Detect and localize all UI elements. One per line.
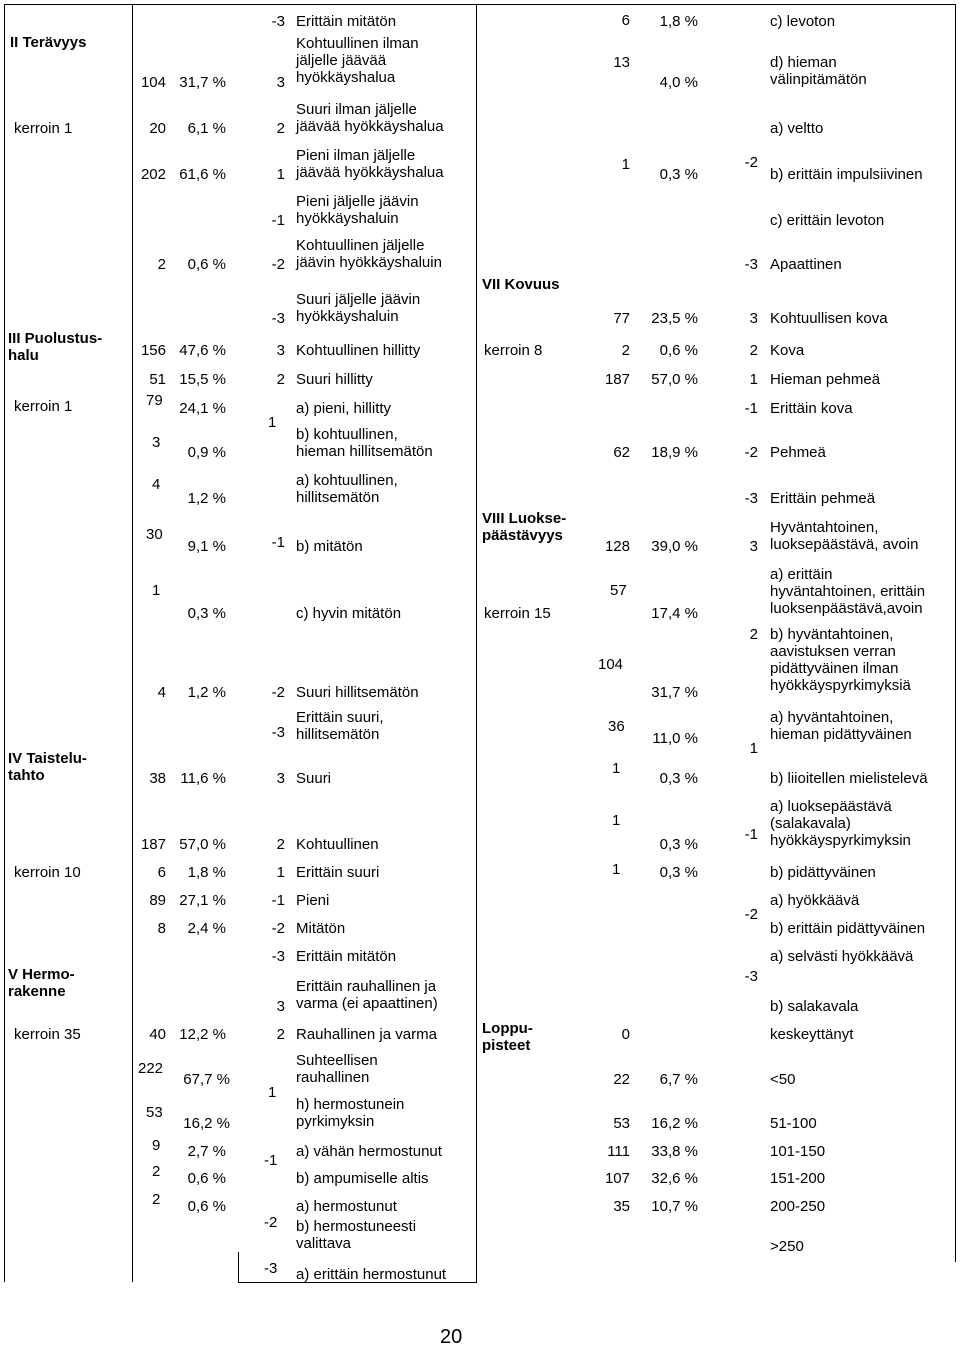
table-cell: 9 <box>152 1137 161 1154</box>
table-cell: -2 <box>744 906 758 923</box>
table-cell: -1 <box>744 826 758 843</box>
table-cell: 57,0 % <box>651 371 698 388</box>
table-cell: a) erittäin hermostunut <box>296 1266 447 1283</box>
table-cell: 24,1 % <box>179 400 226 417</box>
table-cell: 1 <box>621 156 630 173</box>
table-cell: 2 <box>152 1191 161 1208</box>
table-cell: 20 <box>149 120 166 137</box>
table-cell: -1 <box>271 212 285 229</box>
table-cell: -2 <box>744 154 758 171</box>
table-cell: Suuri <box>296 770 332 787</box>
table-cell: a) hermostunut <box>296 1198 397 1215</box>
table-cell: 62 <box>613 444 630 461</box>
table-cell: 2,4 % <box>187 920 226 937</box>
table-cell: -2 <box>271 684 285 701</box>
table-cell: 22 <box>613 1071 630 1088</box>
table-cell: Pieni ilman jäljelle jäävää hyökkäyshalua <box>296 147 444 181</box>
table-cell: 3 <box>276 342 285 359</box>
table-cell: 27,1 % <box>179 892 226 909</box>
table-cell: -3 <box>744 256 758 273</box>
table-cell: 0,6 % <box>659 342 698 359</box>
table-cell: b) kohtuullinen, hieman hillitsemätön <box>296 426 433 460</box>
table-cell: b) liioitellen mielistelevä <box>770 770 928 787</box>
table-cell: 0,9 % <box>187 444 226 461</box>
table-cell: keskeyttänyt <box>770 1026 854 1043</box>
table-cell: d) hieman välinpitämätön <box>770 54 867 88</box>
table-cell: 17,4 % <box>651 605 698 622</box>
column-divider <box>238 1252 239 1282</box>
table-cell: a) hyökkäävä <box>770 892 860 909</box>
table-cell: -1 <box>271 892 285 909</box>
table-cell: Mitätön <box>296 920 346 937</box>
table-cell: 31,7 % <box>179 74 226 91</box>
table-cell: b) erittäin impulsiivinen <box>770 166 923 183</box>
right-border <box>955 4 956 1262</box>
table-cell: Kohtuullisen kova <box>770 310 888 327</box>
table-cell: 156 <box>140 342 166 359</box>
table-cell: 111 <box>607 1143 630 1160</box>
table-cell: 12,2 % <box>179 1026 226 1043</box>
table-cell: 2 <box>276 120 285 137</box>
table-cell: a) vähän hermostunut <box>296 1143 442 1160</box>
table-cell: 1 <box>268 1084 277 1101</box>
section-heading: VII Kovuus <box>482 276 560 293</box>
page-number: 20 <box>440 1326 463 1348</box>
table-cell: Erittäin pehmeä <box>770 490 876 507</box>
table-cell: 128 <box>604 538 630 555</box>
table-cell: 38 <box>149 770 166 787</box>
table-cell: kerroin 8 <box>484 342 543 359</box>
table-cell: c) erittäin levoton <box>770 212 885 229</box>
table-cell: 3 <box>276 770 285 787</box>
table-cell: 1 <box>612 760 621 777</box>
table-cell: kerroin 35 <box>14 1026 81 1043</box>
table-cell: kerroin 15 <box>484 605 551 622</box>
table-cell: 2 <box>157 256 166 273</box>
table-cell: 1 <box>268 414 277 431</box>
table-cell: 0 <box>621 1026 630 1043</box>
table-cell: >250 <box>770 1238 804 1255</box>
table-cell: 51-100 <box>770 1115 817 1132</box>
table-cell: kerroin 10 <box>14 864 81 881</box>
table-cell: h) hermostunein pyrkimyksin <box>296 1096 405 1130</box>
table-cell: 3 <box>152 434 161 451</box>
table-cell: Hyväntahtoinen, luoksepäästävä, avoin <box>770 519 919 553</box>
table-cell: 1 <box>152 582 161 599</box>
table-cell: b) salakavala <box>770 998 859 1015</box>
table-cell: 2 <box>749 626 758 643</box>
table-cell: 10,7 % <box>651 1198 698 1215</box>
table-cell: Erittäin mitätön <box>296 13 397 30</box>
table-cell: 4,0 % <box>659 74 698 91</box>
table-cell: 31,7 % <box>651 684 698 701</box>
table-cell: 33,8 % <box>651 1143 698 1160</box>
table-cell: Pieni jäljelle jäävin hyökkäyshaluin <box>296 193 419 227</box>
table-cell: 4 <box>157 684 166 701</box>
table-cell: b) ampumiselle altis <box>296 1170 429 1187</box>
table-cell: 0,3 % <box>659 166 698 183</box>
table-cell: Erittäin kova <box>770 400 853 417</box>
table-cell: c) levoton <box>770 13 836 30</box>
table-cell: 1 <box>749 740 758 757</box>
table-cell: 6,1 % <box>187 120 226 137</box>
table-cell: -2 <box>264 1214 278 1231</box>
table-cell: b) hyväntahtoinen, aavistuksen verran pidättyväinen ilman hyökkäyspyrkimyksiä <box>770 626 911 694</box>
table-cell: Erittäin suuri, hillitsemätön <box>296 709 384 743</box>
table-cell: -3 <box>744 968 758 985</box>
table-cell: Rauhallinen ja varma <box>296 1026 437 1043</box>
table-cell: 1 <box>612 861 621 878</box>
table-cell: 40 <box>149 1026 166 1043</box>
section-heading: Loppu- pisteet <box>482 1020 533 1054</box>
table-cell: 35 <box>613 1198 630 1215</box>
table-cell: 0,3 % <box>659 864 698 881</box>
table-cell: 2 <box>152 1163 161 1180</box>
table-cell: 2 <box>276 836 285 853</box>
table-cell: Suhteellisen rauhallinen <box>296 1052 378 1086</box>
table-cell: 3 <box>276 74 285 91</box>
table-cell: c) hyvin mitätön <box>296 605 402 622</box>
table-cell: Hieman pehmeä <box>770 371 881 388</box>
table-cell: 6,7 % <box>659 1071 698 1088</box>
table-cell: 8 <box>157 920 166 937</box>
table-cell: Suuri jäljelle jäävin hyökkäyshaluin <box>296 291 421 325</box>
table-cell: -3 <box>264 1260 278 1277</box>
table-cell: Kohtuullinen hillitty <box>296 342 421 359</box>
section-heading: IV Taistelu- tahto <box>8 750 87 784</box>
table-cell: <50 <box>770 1071 796 1088</box>
table-cell: 1 <box>276 166 285 183</box>
table-cell: 187 <box>140 836 166 853</box>
table-cell: b) pidättyväinen <box>770 864 876 881</box>
column-divider <box>476 4 477 1282</box>
table-cell: a) erittäin hyväntahtoinen, erittäin luoksenpäästävä,avoin <box>770 566 926 617</box>
table-cell: 1,2 % <box>187 684 226 701</box>
table-cell: 53 <box>613 1115 630 1132</box>
table-cell: 3 <box>276 998 285 1015</box>
table-cell: b) erittäin pidättyväinen <box>770 920 926 937</box>
section-heading: V Hermo- rakenne <box>8 966 75 1000</box>
table-cell: 57 <box>610 582 627 599</box>
table-cell: 2 <box>621 342 630 359</box>
table-cell: 222 <box>138 1060 164 1077</box>
table-cell: 36 <box>608 718 625 735</box>
table-cell: Suuri hillitty <box>296 371 373 388</box>
table-cell: 0,3 % <box>659 770 698 787</box>
table-cell: 104 <box>598 656 624 673</box>
table-cell: a) hyväntahtoinen, hieman pidättyväinen <box>770 709 912 743</box>
table-cell: -3 <box>271 13 285 30</box>
table-cell: 2 <box>276 1026 285 1043</box>
top-border <box>4 4 956 5</box>
section-heading: VIII Luokse- päästävyys <box>482 510 567 544</box>
table-cell: 13 <box>613 54 630 71</box>
table-cell: 57,0 % <box>179 836 226 853</box>
table-cell: 67,7 % <box>183 1071 230 1088</box>
table-cell: 0,6 % <box>187 1170 226 1187</box>
table-cell: -3 <box>271 310 285 327</box>
table-cell: 187 <box>604 371 630 388</box>
column-divider <box>132 4 133 1282</box>
table-cell: Kohtuullinen <box>296 836 379 853</box>
table-cell: 3 <box>749 538 758 555</box>
table-cell: a) veltto <box>770 120 824 137</box>
table-cell: 39,0 % <box>651 538 698 555</box>
table-cell: kerroin 1 <box>14 120 73 137</box>
table-cell: Kohtuullinen jäljelle jäävin hyökkäyshaluin <box>296 237 442 271</box>
table-cell: 104 <box>140 74 166 91</box>
table-cell: 11,0 % <box>652 730 698 747</box>
table-cell: 1,8 % <box>659 13 698 30</box>
table-cell: Kohtuullinen ilman jäljelle jäävää hyökkäyshalua <box>296 35 419 86</box>
table-cell: b) hermostuneesti valittava <box>296 1218 417 1252</box>
table-cell: Erittäin suuri <box>296 864 380 881</box>
table-cell: -2 <box>744 444 758 461</box>
table-cell: Kova <box>770 342 805 359</box>
table-cell: a) luoksepäästävä (salakavala) hyökkäyspyrkimyksin <box>770 798 911 849</box>
table-cell: 1 <box>612 812 621 829</box>
table-cell: 151-200 <box>770 1170 826 1187</box>
table-cell: Pieni <box>296 892 330 909</box>
table-cell: a) selvästi hyökkäävä <box>770 948 914 965</box>
table-cell: 3 <box>749 310 758 327</box>
table-cell: 23,5 % <box>651 310 698 327</box>
table-cell: -3 <box>744 490 758 507</box>
table-cell: 2,7 % <box>187 1143 226 1160</box>
table-cell: Suuri hillitsemätön <box>296 684 419 701</box>
table-cell: 77 <box>613 310 630 327</box>
table-cell: Suuri ilman jäljelle jäävää hyökkäyshalua <box>296 101 444 135</box>
table-cell: 0,3 % <box>187 605 226 622</box>
table-cell: Erittäin mitätön <box>296 948 397 965</box>
table-cell: 53 <box>146 1104 163 1121</box>
table-cell: b) mitätön <box>296 538 363 555</box>
table-cell: 89 <box>149 892 166 909</box>
table-cell: 6 <box>621 12 630 29</box>
table-cell: 0,3 % <box>659 836 698 853</box>
table-cell: 200-250 <box>770 1198 826 1215</box>
table-cell: 61,6 % <box>179 166 226 183</box>
left-border <box>4 4 5 1282</box>
section-heading: II Terävyys <box>10 34 87 51</box>
table-cell: 1 <box>276 864 285 881</box>
table-cell: 30 <box>146 526 163 543</box>
table-cell: -2 <box>271 256 285 273</box>
table-cell: a) kohtuullinen, hillitsemätön <box>296 472 398 506</box>
table-cell: 107 <box>604 1170 630 1187</box>
table-cell: 101-150 <box>770 1143 826 1160</box>
table-cell: 16,2 % <box>183 1115 230 1132</box>
table-cell: -1 <box>744 400 758 417</box>
table-cell: 202 <box>140 166 166 183</box>
table-cell: 18,9 % <box>651 444 698 461</box>
table-cell: 51 <box>149 371 166 388</box>
table-cell: 1,2 % <box>187 490 226 507</box>
table-cell: 6 <box>157 864 166 881</box>
table-cell: 79 <box>146 392 163 409</box>
table-cell: a) pieni, hillitty <box>296 400 392 417</box>
table-cell: 2 <box>276 371 285 388</box>
table-cell: -3 <box>271 948 285 965</box>
table-cell: 0,6 % <box>187 1198 226 1215</box>
table-cell: Pehmeä <box>770 444 826 461</box>
table-cell: 9,1 % <box>187 538 226 555</box>
table-cell: -2 <box>271 920 285 937</box>
table-cell: 15,5 % <box>179 371 226 388</box>
table-cell: Erittäin rauhallinen ja varma (ei apaattinen) <box>296 978 438 1012</box>
table-cell: -1 <box>271 534 285 551</box>
table-cell: 32,6 % <box>651 1170 698 1187</box>
table-cell: 1 <box>749 371 758 388</box>
table-cell: -1 <box>264 1152 278 1169</box>
table-cell: Apaattinen <box>770 256 842 273</box>
table-cell: 0,6 % <box>187 256 226 273</box>
table-cell: 4 <box>152 476 161 493</box>
table-cell: -3 <box>271 724 285 741</box>
table-cell: kerroin 1 <box>14 398 73 415</box>
section-heading: III Puolustus- halu <box>8 330 103 364</box>
table-cell: 1,8 % <box>187 864 226 881</box>
table-cell: 47,6 % <box>179 342 226 359</box>
table-cell: 16,2 % <box>651 1115 698 1132</box>
table-cell: 11,6 % <box>180 770 226 787</box>
table-cell: 2 <box>749 342 758 359</box>
